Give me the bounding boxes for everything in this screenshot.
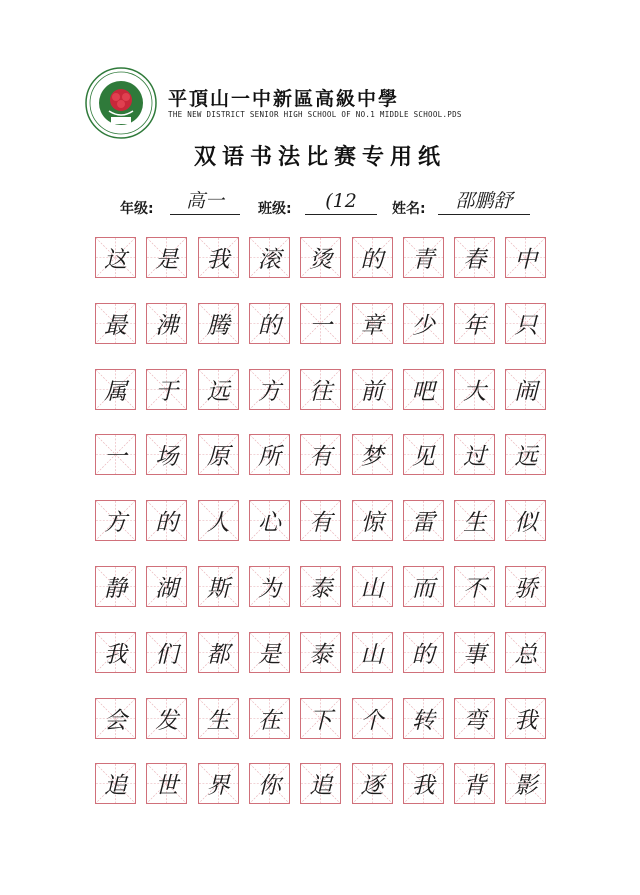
grid-cell bbox=[95, 698, 136, 739]
grid-character: 静 bbox=[104, 576, 127, 602]
grid-cell bbox=[300, 763, 341, 804]
grid-character: 的 bbox=[411, 641, 435, 668]
grid-character: 我 bbox=[514, 707, 538, 734]
grid-character: 世 bbox=[155, 773, 179, 800]
grid-cell bbox=[146, 698, 187, 739]
grid-character: 过 bbox=[463, 444, 487, 471]
class-label: 班级: bbox=[258, 201, 292, 217]
grid-character: 见 bbox=[411, 444, 435, 471]
grid-character: 是 bbox=[155, 247, 179, 273]
grid-cell bbox=[454, 303, 495, 344]
grid-cell bbox=[146, 632, 187, 673]
grid-character: 的 bbox=[360, 247, 384, 273]
grid-character: 有 bbox=[309, 444, 333, 471]
grid-cell bbox=[198, 763, 239, 804]
grid-cell bbox=[300, 500, 341, 541]
grid-cell bbox=[198, 303, 239, 344]
class-value: (12 bbox=[305, 190, 377, 215]
grid-cell bbox=[249, 369, 290, 410]
grid-character: 弯 bbox=[463, 707, 487, 734]
grid-character: 梦 bbox=[360, 444, 384, 471]
grid-cell bbox=[454, 763, 495, 804]
grid-character: 滚 bbox=[257, 247, 281, 273]
grid-cell bbox=[146, 237, 187, 278]
grid-cell bbox=[300, 632, 341, 673]
grid-character: 为 bbox=[257, 576, 281, 602]
grid-cell bbox=[403, 566, 444, 607]
grid-cell bbox=[300, 434, 341, 475]
grid-character: 往 bbox=[309, 378, 333, 405]
grid-character: 不 bbox=[463, 576, 487, 602]
grid-cell bbox=[198, 632, 239, 673]
name-value: 邵鹏舒 bbox=[438, 190, 530, 215]
school-logo bbox=[85, 67, 157, 139]
grid-cell bbox=[249, 632, 290, 673]
grid-character: 转 bbox=[411, 707, 435, 734]
grid-character: 总 bbox=[514, 641, 538, 668]
school-name-en: THE NEW DISTRICT SENIOR HIGH SCHOOL OF NO.1 MIDDLE SCHOOL.PDS bbox=[168, 110, 462, 119]
grid-character: 逐 bbox=[360, 773, 384, 800]
grid-character: 闹 bbox=[514, 378, 538, 405]
grid-cell bbox=[198, 369, 239, 410]
grid-cell bbox=[95, 369, 136, 410]
grid-cell bbox=[95, 237, 136, 278]
grid-cell bbox=[146, 369, 187, 410]
grid-cell bbox=[300, 369, 341, 410]
grid-cell bbox=[505, 303, 546, 344]
grid-cell bbox=[403, 434, 444, 475]
grid-cell bbox=[505, 763, 546, 804]
grid-character: 远 bbox=[514, 444, 538, 471]
grid-character: 山 bbox=[360, 576, 384, 602]
grid-cell bbox=[454, 434, 495, 475]
grid-cell bbox=[95, 500, 136, 541]
grid-cell bbox=[146, 763, 187, 804]
grid-cell bbox=[95, 632, 136, 673]
grade-label: 年级: bbox=[120, 201, 154, 217]
grid-cell bbox=[505, 237, 546, 278]
grid-character: 而 bbox=[411, 576, 435, 602]
grid-cell bbox=[198, 237, 239, 278]
grid-cell bbox=[198, 434, 239, 475]
grid-character: 们 bbox=[155, 641, 179, 668]
grid-cell bbox=[352, 500, 393, 541]
grid-cell bbox=[505, 632, 546, 673]
grid-character: 骄 bbox=[514, 576, 538, 602]
grid-character: 少 bbox=[411, 312, 435, 339]
grid-cell bbox=[454, 369, 495, 410]
grid-cell bbox=[95, 566, 136, 607]
grid-cell bbox=[352, 566, 393, 607]
grid-cell bbox=[352, 632, 393, 673]
grid-character: 心 bbox=[257, 510, 281, 537]
grid-cell bbox=[352, 434, 393, 475]
grid-cell bbox=[95, 303, 136, 344]
grid-character: 春 bbox=[463, 247, 487, 273]
grid-cell bbox=[300, 237, 341, 278]
grid-character: 所 bbox=[257, 444, 281, 471]
grid-character: 追 bbox=[104, 773, 127, 800]
grid-character: 方 bbox=[257, 378, 281, 405]
grid-cell bbox=[95, 763, 136, 804]
grid-character: 雷 bbox=[411, 510, 435, 537]
grid-character: 湖 bbox=[155, 576, 179, 602]
grid-character: 原 bbox=[206, 444, 230, 471]
grid-cell bbox=[403, 237, 444, 278]
grid-character: 最 bbox=[104, 312, 127, 339]
grid-character: 只 bbox=[514, 312, 538, 339]
grid-character: 我 bbox=[411, 773, 435, 800]
grid-cell bbox=[403, 632, 444, 673]
name-label: 姓名: bbox=[392, 201, 426, 217]
grid-cell bbox=[403, 303, 444, 344]
grid-character: 会 bbox=[104, 707, 127, 734]
grid-cell bbox=[352, 303, 393, 344]
grid-character: 是 bbox=[257, 641, 281, 668]
grid-cell bbox=[352, 237, 393, 278]
grid-cell bbox=[249, 500, 290, 541]
grid-cell bbox=[249, 434, 290, 475]
grid-character: 你 bbox=[257, 773, 281, 800]
grid-character: 远 bbox=[206, 378, 230, 405]
grid-character: 有 bbox=[309, 510, 333, 537]
grid-cell bbox=[454, 500, 495, 541]
grid-cell bbox=[249, 698, 290, 739]
grid-cell bbox=[403, 698, 444, 739]
grid-character: 烫 bbox=[309, 247, 333, 273]
grid-character: 的 bbox=[257, 312, 281, 339]
grid-cell bbox=[198, 566, 239, 607]
grid-cell bbox=[352, 369, 393, 410]
school-name-cn: 平頂山一中新區高級中學 bbox=[168, 88, 400, 110]
grid-cell bbox=[146, 434, 187, 475]
grid-cell bbox=[505, 698, 546, 739]
grid-character: 发 bbox=[155, 707, 179, 734]
grid-character: 泰 bbox=[309, 576, 333, 602]
grid-character: 一 bbox=[309, 312, 333, 339]
grid-cell bbox=[249, 303, 290, 344]
grid-cell bbox=[300, 698, 341, 739]
grid-character: 斯 bbox=[206, 576, 230, 602]
grid-cell bbox=[249, 763, 290, 804]
grid-cell bbox=[198, 500, 239, 541]
grid-character: 我 bbox=[206, 247, 230, 273]
grid-cell bbox=[300, 303, 341, 344]
grid-cell bbox=[454, 632, 495, 673]
grid-cell bbox=[505, 434, 546, 475]
grid-cell bbox=[352, 698, 393, 739]
grid-cell bbox=[146, 303, 187, 344]
grid-cell bbox=[300, 566, 341, 607]
grid-cell bbox=[249, 237, 290, 278]
grid-character: 下 bbox=[309, 707, 333, 734]
grid-cell bbox=[403, 500, 444, 541]
grid-character: 沸 bbox=[155, 312, 179, 339]
grid-character: 个 bbox=[360, 707, 384, 734]
page-title: 双语书法比赛专用纸 bbox=[193, 145, 446, 170]
grid-cell bbox=[403, 369, 444, 410]
grid-character: 泰 bbox=[309, 641, 333, 668]
grid-character: 人 bbox=[206, 510, 230, 537]
grid-cell bbox=[505, 369, 546, 410]
grid-character: 大 bbox=[463, 378, 487, 405]
grid-cell bbox=[146, 566, 187, 607]
grid-character: 似 bbox=[514, 510, 538, 537]
grid-character: 吧 bbox=[411, 378, 435, 405]
grid-character: 前 bbox=[360, 378, 384, 405]
grid-character: 都 bbox=[206, 641, 230, 668]
grid-cell bbox=[505, 566, 546, 607]
grid-character: 事 bbox=[463, 641, 487, 668]
grid-cell bbox=[505, 500, 546, 541]
grid-cell bbox=[198, 698, 239, 739]
grid-cell bbox=[454, 698, 495, 739]
grid-character: 方 bbox=[104, 510, 127, 537]
grid-cell bbox=[249, 566, 290, 607]
grid-character: 年 bbox=[463, 312, 487, 339]
grid-character: 一 bbox=[104, 444, 127, 471]
grid-character: 中 bbox=[514, 247, 538, 273]
grid-character: 生 bbox=[463, 510, 487, 537]
grid-cell bbox=[454, 566, 495, 607]
grid-cell bbox=[95, 434, 136, 475]
grid-character: 惊 bbox=[360, 510, 384, 537]
grid-character: 的 bbox=[155, 510, 179, 537]
grid-cell bbox=[403, 763, 444, 804]
grid-character: 属 bbox=[104, 378, 127, 405]
grid-character: 腾 bbox=[206, 312, 230, 339]
grid-cell bbox=[352, 763, 393, 804]
grid-character: 青 bbox=[411, 247, 435, 273]
grid-character: 影 bbox=[514, 773, 538, 800]
grade-value: 高一 bbox=[170, 190, 240, 215]
grid-character: 于 bbox=[155, 378, 179, 405]
grid-cell bbox=[454, 237, 495, 278]
grid-cell bbox=[146, 500, 187, 541]
grid-character: 界 bbox=[206, 773, 230, 800]
grid-character: 在 bbox=[257, 707, 281, 734]
grid-character: 这 bbox=[104, 247, 127, 273]
grid-character: 生 bbox=[206, 707, 230, 734]
grid-character: 章 bbox=[360, 312, 384, 339]
grid-character: 背 bbox=[463, 773, 487, 800]
grid-character: 追 bbox=[309, 773, 333, 800]
grid-character: 我 bbox=[104, 641, 127, 668]
grid-character: 山 bbox=[360, 641, 384, 668]
grid-character: 场 bbox=[155, 444, 179, 471]
